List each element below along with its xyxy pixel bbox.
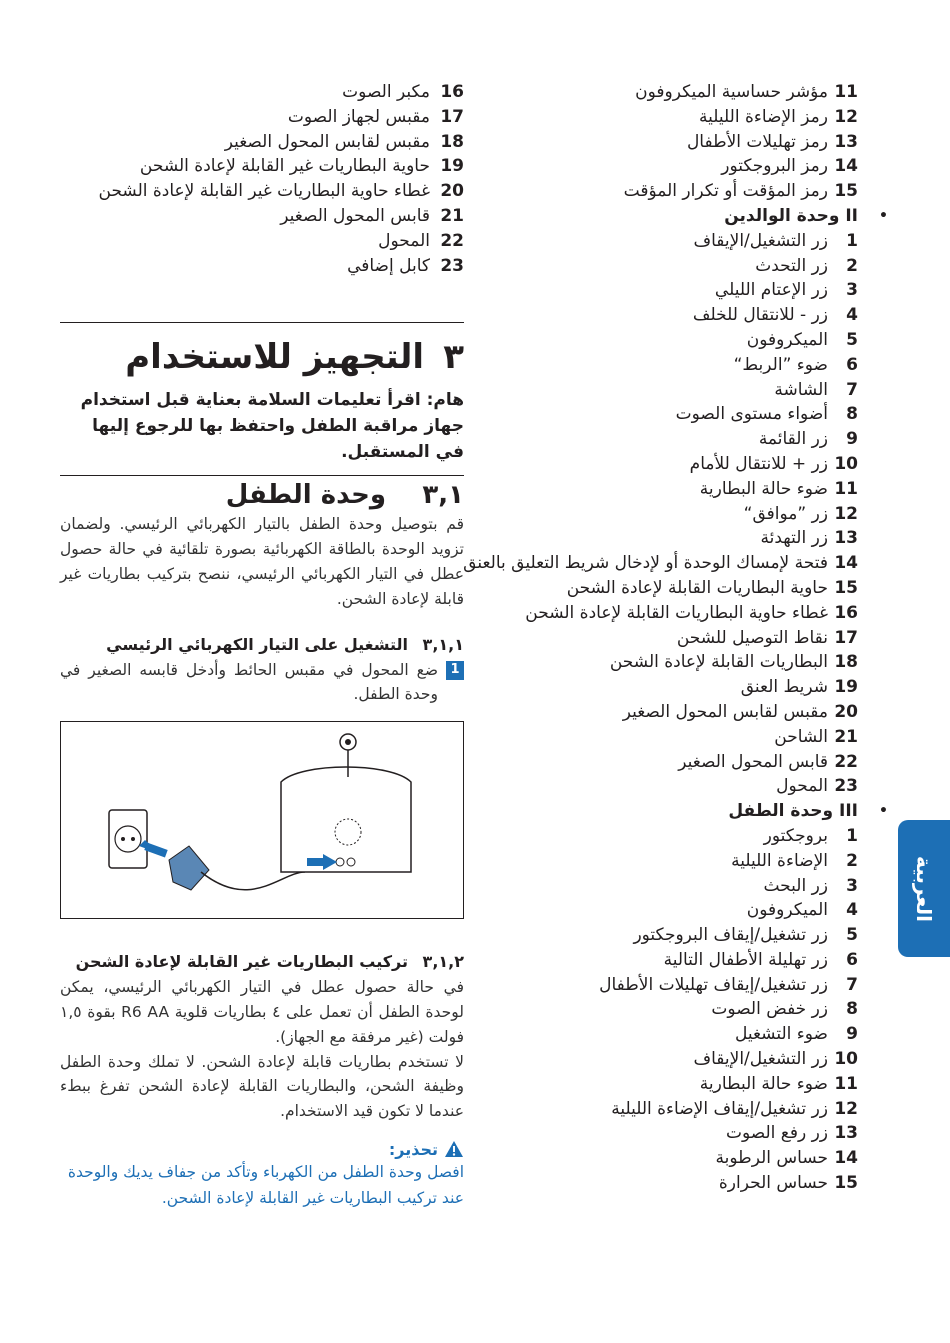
section-parent-unit: • II وحدة الوالدين bbox=[724, 205, 888, 226]
warning-body: افصل وحدة الطفل من الكهرباء وتأكد من جفاف يديك والوحدة عند تركيب البطاريات غير القابلة لإعادة الشحن. bbox=[67, 1162, 464, 1207]
list-item bbox=[438, 1072, 858, 1097]
list-item-text: أضواء مستوى الصوت bbox=[675, 404, 828, 425]
list-item-text: زر خفض الصوت bbox=[711, 999, 828, 1020]
list-item bbox=[438, 278, 858, 303]
list-item-text: الميكروفون bbox=[746, 900, 828, 921]
section-divider bbox=[60, 475, 464, 476]
chapter-divider bbox=[60, 322, 464, 323]
list-item bbox=[438, 1121, 858, 1146]
parts-list-parent-unit bbox=[438, 229, 858, 799]
list-item-number: 2 bbox=[846, 255, 858, 276]
list-item-number: 14 bbox=[834, 1148, 858, 1169]
list-item-text: رمز المؤقت أو تكرار المؤقت bbox=[623, 181, 828, 202]
list-item-number: 22 bbox=[834, 751, 858, 772]
list-item bbox=[438, 80, 858, 105]
list-item-number: 20 bbox=[834, 701, 858, 722]
list-item-number: 3 bbox=[846, 280, 858, 301]
list-item-number: 11 bbox=[834, 478, 858, 499]
list-item bbox=[438, 502, 858, 527]
step-number-badge: 1 bbox=[446, 661, 464, 680]
list-item bbox=[438, 229, 858, 254]
list-item bbox=[438, 105, 858, 130]
list-item bbox=[438, 824, 858, 849]
list-item bbox=[438, 1022, 858, 1047]
list-item-text: رمز البروجكتور bbox=[721, 156, 828, 177]
list-item-text: ضوء التشغيل bbox=[734, 1024, 828, 1045]
list-item-text: قابس المحول الصغير bbox=[280, 205, 430, 226]
list-item-text: حساس الحرارة bbox=[718, 1173, 828, 1194]
batteries-body-2: لا تستخدم بطاريات قابلة لإعادة الشحن. لا تملك وحدة الطفل وظيفة الشحن، والبطاريات القابلة لإعادة الشحن تفرغ ببطء عندما لا تكون قيد الاستخدام. bbox=[60, 1052, 464, 1121]
list-item bbox=[438, 973, 858, 998]
list-item-text: رمز تهليلات الأطفال bbox=[686, 131, 828, 152]
list-item-text: ضوء حالة البطارية bbox=[699, 478, 828, 499]
list-item-number: 16 bbox=[834, 602, 858, 623]
list-item-number: 4 bbox=[846, 900, 858, 921]
list-item-number: 5 bbox=[846, 925, 858, 946]
list-item bbox=[438, 849, 858, 874]
list-item-number: 1 bbox=[846, 230, 858, 251]
list-item-number: 17 bbox=[440, 106, 464, 127]
list-item-text: الميكروفون bbox=[746, 329, 828, 350]
list-item-number: 15 bbox=[834, 181, 858, 202]
list-item-text: مؤشر حساسية الميكروفون bbox=[635, 82, 828, 102]
list-item-number: 13 bbox=[834, 528, 858, 549]
list-item-text: الإضاءة الليلية bbox=[731, 850, 828, 871]
list-item-text: ضوء حالة البطارية bbox=[699, 1073, 828, 1094]
list-item bbox=[438, 774, 858, 799]
list-item-number: 17 bbox=[834, 627, 858, 648]
list-item bbox=[438, 378, 858, 403]
list-item-number: 9 bbox=[846, 429, 858, 450]
list-item bbox=[438, 551, 858, 576]
list-item bbox=[438, 923, 858, 948]
list-item bbox=[438, 948, 858, 973]
list-item-number: 10 bbox=[834, 1049, 858, 1070]
list-item-number: 19 bbox=[834, 677, 858, 698]
list-item-text: زر التحدث bbox=[755, 255, 828, 276]
list-item-text: زر ”موافق“ bbox=[743, 503, 828, 524]
list-item-number: 16 bbox=[440, 82, 464, 102]
list-item-number: 1 bbox=[846, 825, 858, 846]
list-item-text: غطاء حاوية البطاريات غير القابلة لإعادة الشحن bbox=[98, 181, 430, 202]
section-body: قم بتوصيل وحدة الطفل بالتيار الكهربائي الرئيسي. ولضمان تزويد الوحدة بالطاقة الكهربائية بصورة تلقائية في حالة حصول عطل في التيار الكهربائي الرئيسي، ننصح بتركيب بطاريات غير قابلة لإعادة الشحن. bbox=[60, 515, 464, 608]
list-item bbox=[438, 179, 858, 204]
list-item bbox=[438, 1146, 858, 1171]
list-item-text: حاوية البطاريات القابلة لإعادة الشحن bbox=[566, 577, 828, 598]
list-item-text: البطاريات القابلة لإعادة الشحن bbox=[609, 652, 828, 673]
language-tab: العربية bbox=[898, 820, 950, 957]
list-item-text: مقبس لقابس المحول الصغير bbox=[224, 131, 430, 152]
list-item-number: 21 bbox=[440, 205, 464, 226]
list-item bbox=[94, 130, 464, 155]
list-item-text: مكبر الصوت bbox=[342, 82, 430, 102]
list-item-number: 2 bbox=[846, 850, 858, 871]
list-item-text: زر تشغيل/إيقاف الإضاءة الليلية bbox=[611, 1098, 828, 1119]
list-item-text: كابل إضافي bbox=[347, 255, 430, 276]
list-item-number: 22 bbox=[440, 230, 464, 251]
illustration-frame bbox=[60, 721, 464, 919]
baby-unit-icon bbox=[281, 767, 411, 872]
parts-list-baby-unit bbox=[438, 824, 858, 1196]
list-item-text: زر الإعتام الليلي bbox=[714, 280, 828, 301]
list-item-text: زر البحث bbox=[763, 875, 828, 896]
list-item bbox=[438, 601, 858, 626]
list-item bbox=[438, 750, 858, 775]
list-item-number: 12 bbox=[834, 1098, 858, 1119]
list-item-text: حساس الرطوبة bbox=[715, 1148, 828, 1169]
list-item-text: المحول bbox=[378, 230, 430, 251]
list-item-number: 18 bbox=[834, 652, 858, 673]
list-item-number: 14 bbox=[834, 553, 858, 574]
cable-icon bbox=[201, 872, 305, 890]
list-item bbox=[438, 353, 858, 378]
list-item-text: الشاشة bbox=[774, 379, 828, 400]
list-item-text: فتحة لإمساك الوحدة أو لإدخال شريط التعليق بالعنق bbox=[463, 553, 828, 574]
list-item-number: 11 bbox=[834, 82, 858, 102]
list-item bbox=[438, 997, 858, 1022]
list-item bbox=[94, 105, 464, 130]
list-item-text: المحول bbox=[776, 776, 828, 797]
list-item-number: 12 bbox=[834, 503, 858, 524]
list-item-text: زر التشغيل/الإيقاف bbox=[693, 230, 828, 251]
list-item-text: مقبس لجهاز الصوت bbox=[287, 106, 430, 127]
section-baby-unit: • III وحدة الطفل bbox=[728, 801, 888, 822]
step-1: 1 ضع المحول في مقبس الحائط وأدخل قابسه الصغير في وحدة الطفل. bbox=[60, 658, 464, 708]
chapter-heading: ٣ التجهيز للاستخدام bbox=[125, 337, 464, 378]
list-item-number: 7 bbox=[846, 974, 858, 995]
adapter-icon bbox=[169, 846, 209, 890]
list-item bbox=[438, 452, 858, 477]
list-item-number: 19 bbox=[440, 156, 464, 177]
list-item-text: حاوية البطاريات غير القابلة لإعادة الشحن bbox=[139, 156, 430, 177]
list-item-number: 15 bbox=[834, 1173, 858, 1194]
subsection-heading-batteries: ٣,١,٢ تركيب البطاريات غير القابلة لإعادة الشحن bbox=[75, 952, 464, 972]
list-item-number: 15 bbox=[834, 577, 858, 598]
list-item-text: الشاحن bbox=[774, 726, 828, 747]
list-item-number: 14 bbox=[834, 156, 858, 177]
list-item-text: شريط العنق bbox=[740, 677, 828, 698]
list-item-number: 3 bbox=[846, 875, 858, 896]
list-item bbox=[438, 526, 858, 551]
important-note: هام: اقرأ تعليمات السلامة بعناية قبل استخدام جهاز مراقبة الطفل واحتفظ بها للرجوع إليها في المستقبل. bbox=[80, 390, 464, 463]
parts-list-continued bbox=[94, 80, 464, 278]
list-item-text: قابس المحول الصغير bbox=[678, 751, 828, 772]
list-item-number: 7 bbox=[846, 379, 858, 400]
list-item-text: زر التشغيل/الإيقاف bbox=[693, 1049, 828, 1070]
list-item bbox=[438, 675, 858, 700]
list-item bbox=[438, 154, 858, 179]
list-item bbox=[438, 1171, 858, 1196]
list-item-number: 5 bbox=[846, 329, 858, 350]
list-item bbox=[438, 130, 858, 155]
warning-triangle-icon bbox=[444, 1140, 464, 1158]
list-item bbox=[438, 1097, 858, 1122]
list-item bbox=[94, 179, 464, 204]
list-item-text: زر + للانتقال للأمام bbox=[689, 453, 828, 474]
list-item bbox=[438, 1047, 858, 1072]
list-item-text: زر تشغيل/إيقاف تهليلات الأطفال bbox=[599, 974, 828, 995]
list-item bbox=[438, 576, 858, 601]
list-item-text: زر رفع الصوت bbox=[725, 1123, 828, 1144]
list-item-number: 21 bbox=[834, 726, 858, 747]
parts-list-a bbox=[438, 80, 858, 204]
list-item bbox=[94, 154, 464, 179]
list-item-number: 6 bbox=[846, 354, 858, 375]
list-item-number: 8 bbox=[846, 999, 858, 1020]
warning-heading: تحذير: bbox=[60, 1140, 464, 1159]
list-item-number: 6 bbox=[846, 949, 858, 970]
list-item-number: 13 bbox=[834, 131, 858, 152]
list-item-text: بروجكتور bbox=[763, 825, 828, 846]
list-item bbox=[94, 204, 464, 229]
list-item-number: 4 bbox=[846, 305, 858, 326]
list-item bbox=[94, 229, 464, 254]
list-item bbox=[94, 80, 464, 105]
list-item-text: زر - للانتقال للخلف bbox=[692, 305, 828, 326]
list-item-number: 12 bbox=[834, 106, 858, 127]
list-item bbox=[438, 898, 858, 923]
list-item-number: 11 bbox=[834, 1073, 858, 1094]
list-item-text: رمز الإضاءة الليلية bbox=[699, 106, 828, 127]
list-item bbox=[438, 477, 858, 502]
list-item-text: زر تهليلة الأطفال التالية bbox=[663, 949, 828, 970]
list-item-text: زر القائمة bbox=[758, 429, 828, 450]
list-item-number: 13 bbox=[834, 1123, 858, 1144]
list-item-text: ضوء ”الربط“ bbox=[733, 354, 828, 375]
list-item-number: 10 bbox=[834, 453, 858, 474]
list-item-number: 23 bbox=[440, 255, 464, 276]
batteries-body-1: في حالة حصول عطل في التيار الكهربائي الرئيسي، يمكن لوحدة الطفل أن تعمل على ٤ بطاريات قلوية R6 AA بقوة ١,٥ فولت (غير مرفقة مع الجهاز). bbox=[60, 978, 464, 1046]
list-item-number: 9 bbox=[846, 1024, 858, 1045]
list-item-text: مقبس لقابس المحول الصغير bbox=[622, 701, 828, 722]
list-item bbox=[438, 254, 858, 279]
section-heading: ٣,١ وحدة الطفل bbox=[225, 480, 464, 511]
adapter-connection-illustration bbox=[61, 722, 463, 916]
list-item bbox=[438, 874, 858, 899]
list-item bbox=[438, 650, 858, 675]
left-column bbox=[60, 80, 464, 1211]
list-item-text: زر تشغيل/إيقاف البروجكتور bbox=[633, 925, 828, 946]
list-item-number: 20 bbox=[440, 181, 464, 202]
list-item bbox=[438, 725, 858, 750]
list-item bbox=[94, 254, 464, 279]
list-item-number: 23 bbox=[834, 776, 858, 797]
list-item bbox=[438, 303, 858, 328]
subsection-heading-mains: ٣,١,١ التشغيل على التيار الكهربائي الرئيسي bbox=[106, 634, 464, 654]
list-item-text: غطاء حاوية البطاريات القابلة لإعادة الشحن bbox=[525, 602, 828, 623]
list-item-number: 8 bbox=[846, 404, 858, 425]
list-item bbox=[438, 328, 858, 353]
list-item bbox=[438, 700, 858, 725]
list-item-text: زر التهدئة bbox=[760, 528, 828, 549]
list-item bbox=[438, 626, 858, 651]
right-column bbox=[438, 80, 888, 1196]
list-item-text: نقاط التوصيل للشحن bbox=[676, 627, 828, 648]
list-item-number: 18 bbox=[440, 131, 464, 152]
list-item bbox=[438, 427, 858, 452]
list-item bbox=[438, 402, 858, 427]
